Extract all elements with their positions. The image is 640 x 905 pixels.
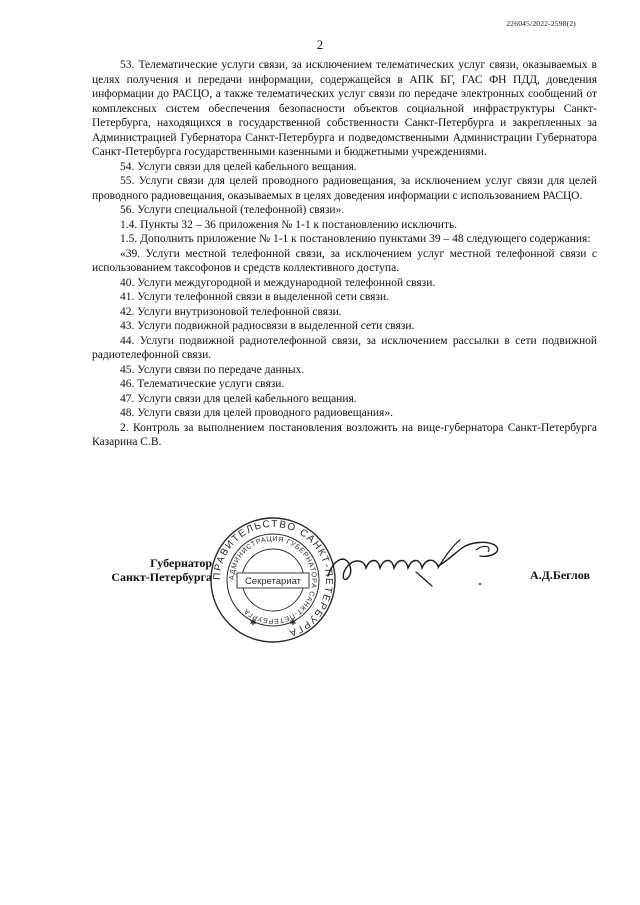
- signatory-title-line1: Губернатор: [150, 556, 212, 570]
- paragraph-39: «39. Услуги местной телефонной связи, за исключением услуг местной телефонной связи с использованием таксофонов и средств коллективного доступа.: [92, 247, 597, 274]
- document-body: [92, 58, 597, 450]
- paragraph-47: 47. Услуги связи для целей кабельного вещания.: [120, 392, 357, 405]
- official-seal-graphic: [208, 515, 338, 645]
- seal-star-icon: ✱: [249, 618, 257, 627]
- paragraph-40: 40. Услуги междугородной и международной телефонной связи.: [120, 276, 436, 289]
- signatory-title: [92, 556, 212, 584]
- paragraph-56: 56. Услуги специальной (телефонной) связи».: [120, 204, 345, 216]
- paragraph-54: 54. Услуги связи для целей кабельного вещания.: [120, 160, 357, 173]
- seal-star-icon: ✱: [289, 618, 297, 627]
- signatory-title-line2: Санкт-Петербурга: [111, 570, 212, 584]
- paragraph-45: 45. Услуги связи по передаче данных.: [120, 363, 305, 376]
- handwritten-signature: [320, 528, 510, 598]
- official-seal: [208, 515, 338, 645]
- paragraph-44: 44. Услуги подвижной радиотелефонной связи, за исключением рассылки в сети подвижной радиотелефонной связи.: [92, 334, 597, 361]
- paragraph-2: 2. Контроль за выполнением постановления возложить на вице-губернатора Санкт-Петербурга Казарина С.В.: [92, 421, 597, 448]
- paragraph-42: 42. Услуги внутризоновой телефонной связи.: [120, 305, 342, 318]
- paragraph-1-5: 1.5. Дополнить приложение № 1-1 к постановлению пунктами 39 – 48 следующего содержания:: [120, 233, 591, 245]
- paragraph-41: 41. Услуги телефонной связи в выделенной сети связи.: [120, 291, 389, 303]
- paragraph-55: 55. Услуги связи для целей проводного радиовещания, за исключением услуг связи для целей проводного радиовещания, оказываемых в целях доведения информации с использованием РАСЦО.: [92, 175, 597, 202]
- page-number: 2: [316, 37, 324, 52]
- signature-graphic: [320, 528, 510, 598]
- seal-center-text: Секретариат: [244, 576, 302, 587]
- document-id: 226045/2022-2598(2): [506, 19, 576, 28]
- paragraph-1-4: 1.4. Пункты 32 – 36 приложения № 1-1 к постановлению исключить.: [120, 218, 458, 231]
- paragraph-48: 48. Услуги связи для целей проводного радиовещания».: [120, 407, 393, 419]
- paragraph-53: 53. Телематические услуги связи, за исключением телематических услуг связи, оказываемых в целях получения и передачи информации, содержащейся в АПК БГ, ГАС ФН ПДД, доведения информации до РАСЦО, а также телематических услуг связи по передаче электронных сообщений от комплексных систем обеспечения безопасности объектов социальной инфраструктуры Санкт-Петербурга, находящихся в государственной собственности Санкт-Петербурга и закрепленных за Администрацией Губернатора Санкт-Петербурга и подведомственными Администрации Губернатора Санкт-Петербурга государственными казенными и бюджетными учреждениями.: [92, 59, 597, 158]
- seal-inner-text: АДМИНИСТРАЦИЯ ГУБЕРНАТОРА САНКТ-ПЕТЕРБУРГА: [228, 535, 318, 625]
- seal-outer-text: ПРАВИТЕЛЬСТВО САНКТ-ПЕТЕРБУРГА: [211, 518, 335, 639]
- paragraph-43: 43. Услуги подвижной радиосвязи в выделенной сети связи.: [120, 320, 415, 332]
- signatory-name: А.Д.Беглов: [530, 568, 590, 582]
- paragraph-46: 46. Телематические услуги связи.: [120, 378, 285, 390]
